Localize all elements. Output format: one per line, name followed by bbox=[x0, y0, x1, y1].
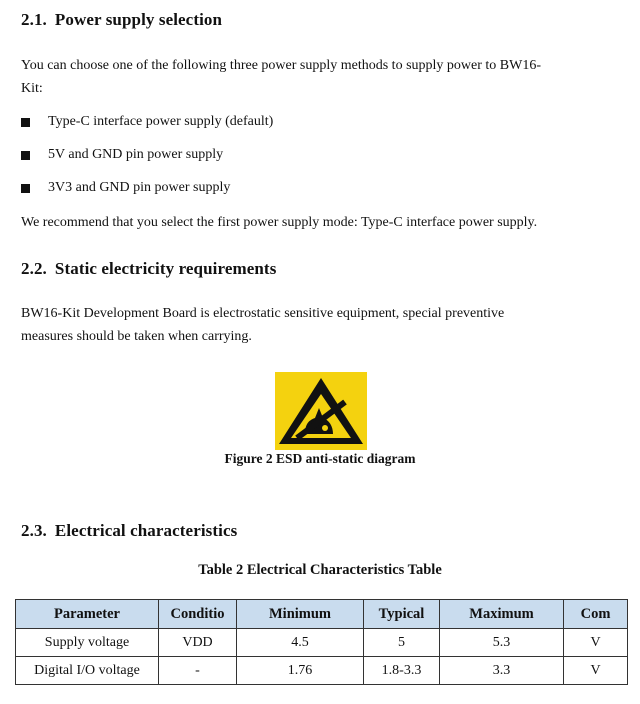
section-title: Electrical characteristics bbox=[54, 521, 238, 540]
table-cell: 1.8-3.3 bbox=[364, 657, 440, 685]
power-recommend: We recommend that you select the first power supply mode: Type-C interface power supply. bbox=[21, 215, 538, 230]
table-cell: Digital I/O voltage bbox=[16, 657, 159, 685]
table-header-cell: Com bbox=[564, 600, 628, 629]
section-title: Power supply selection bbox=[54, 10, 223, 29]
power-intro bbox=[21, 54, 621, 100]
bullet-item bbox=[21, 112, 273, 132]
table-header-cell: Maximum bbox=[440, 600, 564, 629]
table-cell: 1.76 bbox=[237, 657, 364, 685]
table-header-cell: Conditio bbox=[159, 600, 237, 629]
bullet-square-icon bbox=[21, 118, 30, 127]
static-text bbox=[21, 302, 621, 348]
table-header-cell: Parameter bbox=[16, 600, 159, 629]
bullet-square-icon bbox=[21, 184, 30, 193]
electrical-characteristics-table bbox=[15, 599, 628, 685]
table-header-row bbox=[16, 600, 628, 629]
table-cell: 5.3 bbox=[440, 629, 564, 657]
table-cell: Supply voltage bbox=[16, 629, 159, 657]
esd-warning-icon bbox=[275, 372, 367, 450]
table-cell: 5 bbox=[364, 629, 440, 657]
section-heading-electrical bbox=[21, 521, 237, 541]
static-line1: BW16-Kit Development Board is electrostatic sensitive equipment, special preventive bbox=[21, 306, 505, 321]
table-cell: V bbox=[564, 629, 628, 657]
table-caption: Table 2 Electrical Characteristics Table bbox=[198, 562, 442, 578]
bullet-text: Type-C interface power supply (default) bbox=[48, 114, 274, 129]
bullet-item bbox=[21, 145, 223, 165]
table-cell: - bbox=[159, 657, 237, 685]
section-number: 2.2. bbox=[21, 259, 47, 278]
bullet-text: 3V3 and GND pin power supply bbox=[48, 180, 231, 195]
power-intro-line1: You can choose one of the following three power supply methods to supply power to BW16- bbox=[21, 58, 541, 73]
table-row bbox=[16, 657, 628, 685]
bullet-square-icon bbox=[21, 151, 30, 160]
section-heading-static bbox=[21, 259, 276, 279]
section-title: Static electricity requirements bbox=[54, 259, 277, 278]
bullet-text: 5V and GND pin power supply bbox=[48, 147, 224, 162]
power-intro-line2: Kit: bbox=[21, 81, 43, 96]
table-cell: V bbox=[564, 657, 628, 685]
section-number: 2.1. bbox=[21, 10, 47, 29]
section-number: 2.3. bbox=[21, 521, 47, 540]
static-line2: measures should be taken when carrying. bbox=[21, 329, 252, 344]
table-cell: 4.5 bbox=[237, 629, 364, 657]
bullet-item bbox=[21, 178, 230, 198]
figure-caption: Figure 2 ESD anti-static diagram bbox=[224, 451, 416, 466]
table-header-cell: Typical bbox=[364, 600, 440, 629]
section-heading-power bbox=[21, 10, 222, 30]
table-row bbox=[16, 629, 628, 657]
table-cell: VDD bbox=[159, 629, 237, 657]
table-cell: 3.3 bbox=[440, 657, 564, 685]
table-header-cell: Minimum bbox=[237, 600, 364, 629]
